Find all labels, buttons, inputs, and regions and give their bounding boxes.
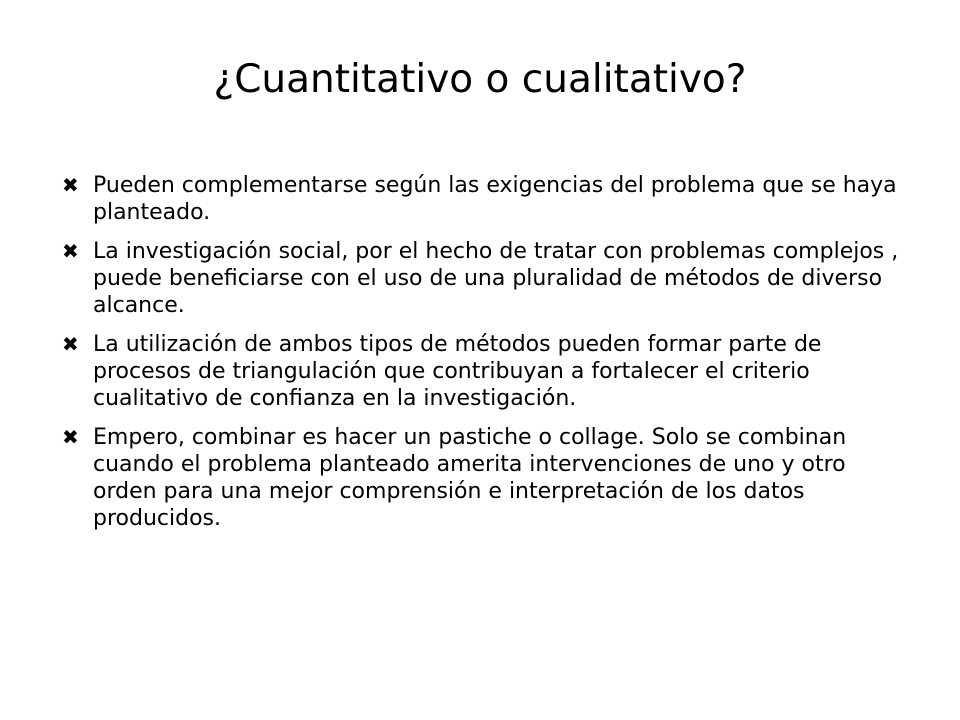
bullet-item bbox=[62, 172, 907, 226]
x-mark-icon: ✖ bbox=[62, 173, 79, 197]
bullet-text: La investigación social, por el hecho de tratar con problemas complejos , puede beneficiarse con el uso de una pluralidad de métodos de diverso alcance. bbox=[93, 239, 899, 318]
x-mark-icon: ✖ bbox=[62, 425, 79, 449]
bullet-text: Empero, combinar es hacer un pastiche o collage. Solo se combinan cuando el problema planteado amerita intervenciones de uno y otro orden para una mejor comprensión e interpretación de los datos producidos. bbox=[93, 425, 847, 531]
bullet-text: Pueden complementarse según las exigencias del problema que se haya planteado. bbox=[93, 173, 897, 225]
bullet-list bbox=[62, 172, 907, 544]
x-mark-icon: ✖ bbox=[62, 239, 79, 263]
slide-title: ¿Cuantitativo o cualitativo? bbox=[213, 57, 747, 102]
x-mark-icon: ✖ bbox=[62, 332, 79, 356]
bullet-item bbox=[62, 238, 907, 319]
bullet-text: La utilización de ambos tipos de métodos pueden formar parte de procesos de triangulación que contribuyan a fortalecer el criterio cualitativo de confianza en la investigación. bbox=[93, 332, 822, 411]
bullet-item bbox=[62, 424, 907, 532]
bullet-item bbox=[62, 331, 907, 412]
